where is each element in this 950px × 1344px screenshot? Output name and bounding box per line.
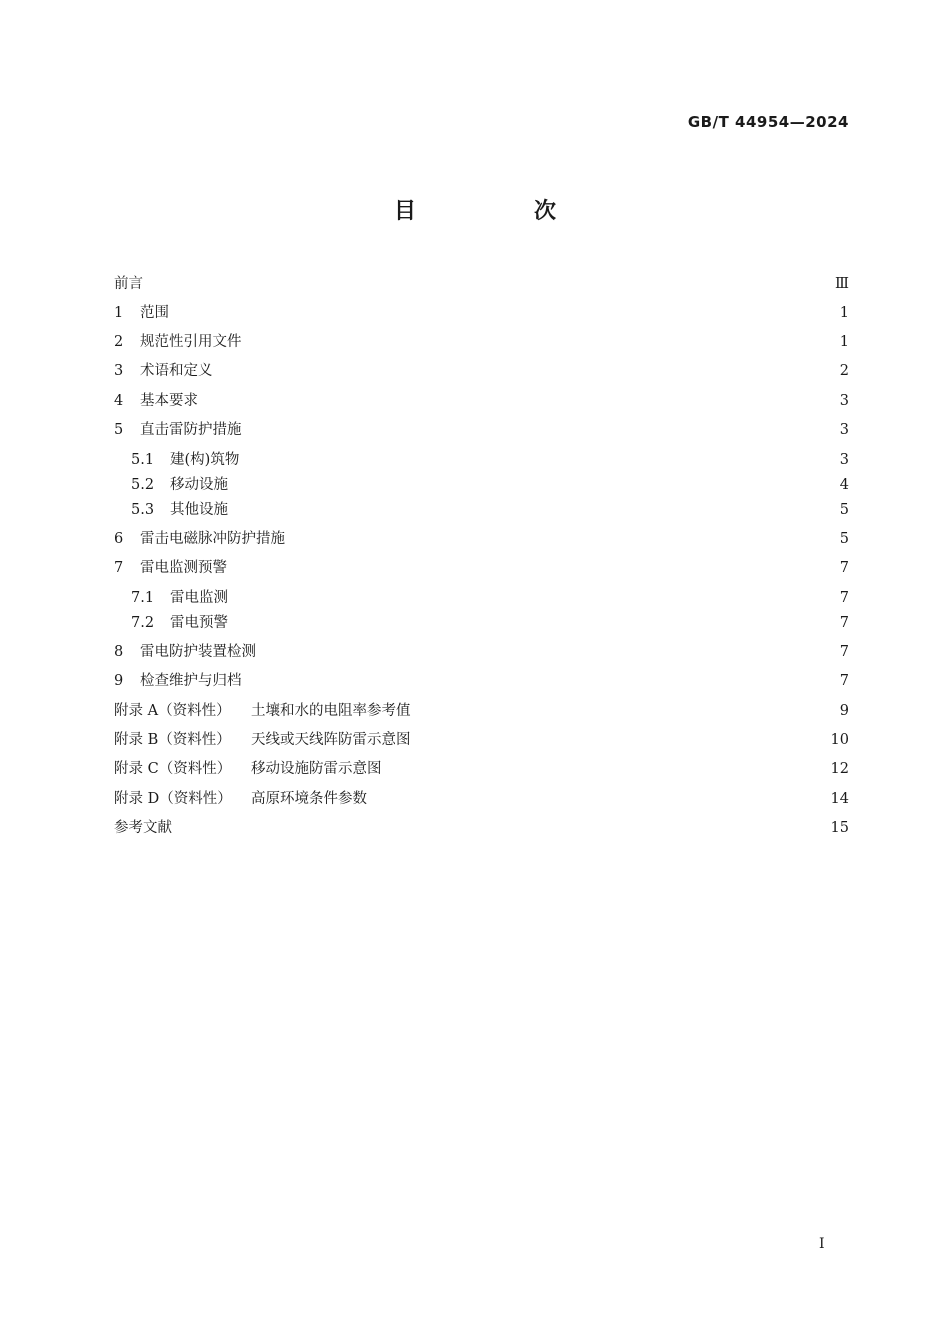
toc-entry[interactable]	[114, 528, 849, 550]
dot-leader	[419, 729, 825, 751]
toc-entry-page: 12	[830, 761, 849, 777]
dot-leader	[236, 587, 829, 609]
toc-entry-page: 14	[830, 791, 849, 807]
dot-leader	[236, 612, 829, 634]
toc-entry-number: 5.1	[131, 452, 155, 468]
toc-entry-page: 3	[839, 422, 849, 438]
toc-entry-label: 前言	[114, 276, 143, 292]
toc-entry-number: 附录 D（资料性）	[114, 791, 232, 807]
toc-entry[interactable]	[114, 419, 849, 441]
toc-entry-number: 1	[114, 305, 124, 321]
dot-leader	[151, 273, 829, 295]
toc-entry-page: 1	[839, 334, 849, 350]
toc-entry[interactable]	[114, 670, 849, 692]
toc-entry-number: 5.2	[131, 477, 155, 493]
toc-entry-number: 附录 B（资料性）	[114, 732, 231, 748]
dot-leader	[235, 557, 829, 579]
toc-entry-number: 2	[114, 334, 124, 350]
toc-entry[interactable]	[131, 474, 849, 496]
toc-entry-label: 检查维护与归档	[140, 673, 242, 689]
dot-leader	[247, 449, 829, 471]
toc-entry-label: 其他设施	[170, 502, 228, 518]
toc-entry-page: 2	[839, 363, 849, 379]
page-folio: Ⅰ	[819, 1236, 825, 1252]
toc-entry-label: 规范性引用文件	[140, 334, 242, 350]
toc-entry-page: 3	[839, 452, 849, 468]
toc-entry-page: 1	[839, 305, 849, 321]
dot-leader	[250, 670, 830, 692]
toc-entry-number: 8	[114, 644, 124, 660]
toc-entry-page: Ⅲ	[835, 276, 849, 292]
toc-entry-label: 雷击电磁脉冲防护措施	[140, 531, 285, 547]
toc-entry-label: 雷电监测	[170, 590, 228, 606]
dot-leader	[236, 474, 829, 496]
toc-entry[interactable]	[114, 557, 849, 579]
standard-code: GB/T 44954—2024	[687, 113, 849, 131]
toc-entry-label: 雷电监测预警	[140, 560, 227, 576]
toc-entry-number: 7.2	[131, 615, 155, 631]
toc-entry-label: 基本要求	[140, 393, 198, 409]
toc-entry-label: 雷电防护装置检测	[140, 644, 256, 660]
toc-entry-label: 移动设施	[170, 477, 228, 493]
toc-entry-number: 9	[114, 673, 124, 689]
dot-leader	[250, 419, 830, 441]
dot-leader	[375, 788, 825, 810]
toc-entry-label: 建(构)筑物	[170, 452, 240, 468]
toc-entry-page: 4	[839, 477, 849, 493]
toc-entry[interactable]	[114, 331, 849, 353]
toc-entry[interactable]	[114, 302, 849, 324]
toc-entry-page: 3	[839, 393, 849, 409]
dot-leader	[250, 331, 830, 353]
toc-entry-number: 5	[114, 422, 124, 438]
toc-entry-label: 范围	[140, 305, 169, 321]
toc-entry-page: 7	[839, 560, 849, 576]
toc-entry-number: 5.3	[131, 502, 155, 518]
toc-entry[interactable]	[114, 788, 849, 810]
toc-entry[interactable]	[131, 587, 849, 609]
dot-leader	[264, 641, 829, 663]
page-title: 目 次	[393, 199, 604, 224]
dot-leader	[236, 499, 829, 521]
toc-entry-page: 5	[839, 502, 849, 518]
toc-entry[interactable]	[114, 641, 849, 663]
toc-entry-page: 15	[830, 820, 849, 836]
toc-entry-page: 5	[839, 531, 849, 547]
toc-entry-number: 6	[114, 531, 124, 547]
toc-entry-label: 移动设施防雷示意图	[251, 761, 382, 777]
toc-entry-label: 雷电预警	[170, 615, 228, 631]
toc-entry-label: 高原环境条件参数	[251, 791, 367, 807]
toc-entry-label: 土壤和水的电阻率参考值	[251, 703, 411, 719]
toc-entry-number: 4	[114, 393, 124, 409]
toc-entry[interactable]	[114, 360, 849, 382]
toc-entry-page: 7	[839, 673, 849, 689]
toc-entry-label: 天线或天线阵防雷示意图	[251, 732, 411, 748]
toc-entry[interactable]	[131, 449, 849, 471]
toc-entry-number: 3	[114, 363, 124, 379]
toc-entry[interactable]	[114, 273, 849, 295]
toc-entry[interactable]	[114, 390, 849, 412]
toc-entry-page: 9	[839, 703, 849, 719]
toc-entry-label: 术语和定义	[140, 363, 213, 379]
toc-entry-number: 附录 A（资料性）	[114, 703, 231, 719]
dot-leader	[293, 528, 829, 550]
dot-leader	[180, 817, 825, 839]
toc-entry[interactable]	[114, 700, 849, 722]
toc-entry[interactable]	[131, 612, 849, 634]
toc-entry-label: 直击雷防护措施	[140, 422, 242, 438]
dot-leader	[390, 758, 825, 780]
toc-entry[interactable]	[114, 758, 849, 780]
dot-leader	[177, 302, 829, 324]
dot-leader	[206, 390, 829, 412]
toc-entry-number: 7.1	[131, 590, 155, 606]
toc-entry-page: 7	[839, 644, 849, 660]
dot-leader	[221, 360, 830, 382]
toc-entry-page: 7	[839, 615, 849, 631]
toc-entry-number: 附录 C（资料性）	[114, 761, 232, 777]
toc-entry-label: 参考文献	[114, 820, 172, 836]
dot-leader	[419, 700, 830, 722]
toc-entry-page: 10	[830, 732, 849, 748]
toc-entry[interactable]	[114, 817, 849, 839]
toc-entry[interactable]	[114, 729, 849, 751]
toc-entry[interactable]	[131, 499, 849, 521]
toc-entry-page: 7	[839, 590, 849, 606]
toc-entry-number: 7	[114, 560, 124, 576]
